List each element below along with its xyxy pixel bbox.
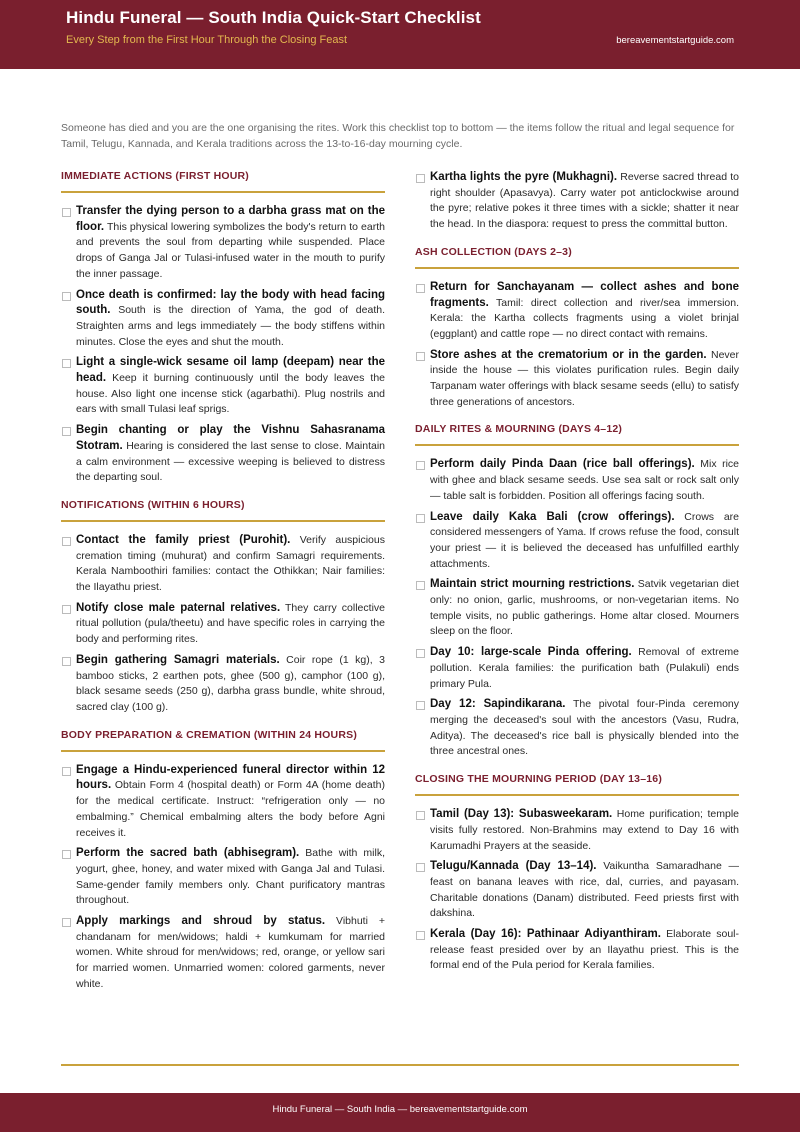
item-lead: Contact the family priest (Purohit). (76, 533, 291, 546)
checklist-item (61, 204, 385, 283)
checkbox[interactable] (62, 208, 71, 217)
item-lead: Return for Sanchayanam — collect ashes and bone fragments. (430, 280, 739, 309)
checklist-item (415, 645, 739, 692)
checklist-section (61, 729, 385, 993)
item-text: South is the direction of Yama, the god of death. Straighten arms and legs immediately — the body stiffens within minutes. Close the eyes and shut the mouth. (76, 304, 385, 348)
item-text: The pivotal four-Pinda ceremony merging the deceased's soul with the ancestors (Vasu, Rudra, Aditya). The deceased's rice ball is physically blended into the three ancestral ones. (430, 698, 739, 758)
checklist-item (61, 914, 385, 993)
checklist-section (415, 170, 739, 233)
item-lead: Maintain strict mourning restrictions. (430, 578, 635, 591)
item-text: Keep it burning continuously until the body leaves the house. Also light one incense stick (agarbathi). Plug nostrils and ears with small Tulasi leaf sprigs. (76, 372, 385, 416)
page-subtitle: Every Step from the First Hour Through the Closing Feast (66, 34, 348, 46)
section-heading: CLOSING THE MOURNING PERIOD (DAY 13–16) (415, 773, 739, 796)
item-text: Reverse sacred thread to right shoulder (Apasavya). Carry water pot anticlockwise around the pyre; relative pokes it three times with a sickle; shatter it near the head. In the diaspora: request to press the committal button. (430, 171, 739, 231)
item-lead: Tamil (Day 13): Subasweekaram. (430, 808, 613, 821)
item-lead: Light a single-wick sesame oil lamp (deepam) near the head. (76, 356, 385, 385)
checkbox[interactable] (62, 605, 71, 614)
item-text: They carry collective ritual pollution (pula/theetu) and have specific roles in carrying the body and performing rites. (76, 601, 385, 646)
item-lead: Day 10: large-scale Pinda offering. (430, 646, 632, 659)
checkbox[interactable] (62, 850, 71, 859)
item-lead: Engage a Hindu-experienced funeral director within 12 hours. (76, 763, 385, 792)
site-link[interactable]: bereavementstartguide.com (616, 35, 734, 46)
item-text: Obtain Form 4 (hospital death) or Form 4A (home death) for the medical certificate. Instruct: “refrigeration only — no embalming.” Chemical embalming alters the body before Agni receives it. (76, 779, 385, 839)
checkbox[interactable] (416, 581, 425, 590)
intro-paragraph: Someone has died and you are the one organising the rites. Work this checklist top to bottom — the items follow the ritual and legal sequence for Tamil, Telugu, Kannada, and Kerala traditions across the 13-to-16-day mourning cycle. (61, 122, 735, 150)
item-lead: Kartha lights the pyre (Mukhagni). (430, 171, 618, 183)
page-header (0, 0, 800, 69)
checkbox[interactable] (416, 701, 425, 710)
checkbox[interactable] (62, 918, 71, 927)
item-text: Satvik vegetarian diet only: no onion, garlic, mushrooms, or non-vegetarian items. No temple visits, no public gatherings. Home altar closed. Mourners sleep on the floor. (430, 578, 739, 638)
page-title: Hindu Funeral — South India Quick-Start Checklist (66, 8, 481, 27)
item-lead: Once death is confirmed: lay the body with head facing south. (76, 288, 385, 317)
checklist-item (61, 601, 385, 648)
item-lead: Leave daily Kaka Bali (crow offerings). (430, 510, 675, 523)
item-text: This physical lowering symbolizes the body's return to earth and prevents the soul from departing while suspended. Place drops of Ganga Jal or Tulasi-infused water in the mouth to purify the inner passage. (76, 220, 385, 280)
section-heading: ASH COLLECTION (DAYS 2–3) (415, 246, 739, 269)
item-text: Never inside the house — this violates purification rules. Begin daily Tarpanam water offerings with black sesame seeds (ellu) to satisfy three generations of ancestors. (430, 348, 739, 408)
checklist-section (415, 773, 739, 974)
checklist-item (415, 348, 739, 411)
item-lead: Perform the sacred bath (abhisegram). (76, 847, 300, 860)
item-text: Hearing is considered the last sense to close. Maintain a calm environment — excessive weeping is believed to distress the departing soul. (76, 439, 386, 484)
left-column (61, 170, 385, 1006)
checklist-section (61, 499, 385, 716)
checklist-item (61, 533, 385, 596)
checklist-item (61, 653, 385, 716)
right-column (415, 170, 739, 987)
item-lead: Perform daily Pinda Daan (rice ball offerings). (430, 458, 695, 471)
section-heading: BODY PREPARATION & CREMATION (WITHIN 24 HOURS) (61, 729, 385, 752)
checklist-item (415, 697, 739, 760)
item-lead: Store ashes at the crematorium or in the garden. (430, 348, 707, 361)
item-text: Coir rope (1 kg), 3 bamboo sticks, 2 earthen pots, ghee (500 g), camphor (100 g), black sesame seeds (250 g), darbha grass bundle, white shroud, sacred clay (100 g). (76, 653, 385, 713)
item-text: Mix rice with ghee and black sesame seeds. Use sea salt or rock salt only — table salt is forbidden. Position all offerings facing south. (430, 458, 739, 502)
item-lead: Day 12: Sapindikarana. (430, 698, 566, 711)
checkbox[interactable] (416, 514, 425, 523)
checklist-item (415, 577, 739, 640)
checkbox[interactable] (416, 811, 425, 820)
item-text: Vaikuntha Samaradhane — feast on banana leaves with rice, dal, curries, and payasam. Charitable donations (Danam) distributed. Feed priests first with dakshina. (430, 860, 739, 920)
page-footer: Hindu Funeral — South India — bereavementstartguide.com (0, 1093, 800, 1132)
checkbox[interactable] (416, 649, 425, 658)
checklist-item (61, 288, 385, 351)
item-lead: Transfer the dying person to a darbha grass mat on the floor. (76, 205, 385, 233)
checklist-item (415, 859, 739, 922)
section-heading: DAILY RITES & MOURNING (DAYS 4–12) (415, 423, 739, 446)
item-text: Elaborate soul-release feast presided over by an Ilayathu priest. This is the formal end of the Pula period for Kerala families. (430, 928, 740, 972)
section-heading: IMMEDIATE ACTIONS (FIRST HOUR) (61, 170, 385, 193)
checklist-item (415, 170, 739, 233)
checklist-item (415, 280, 739, 343)
checkbox[interactable] (416, 863, 425, 872)
item-lead: Kerala (Day 16): Pathinaar Adiyanthiram. (430, 928, 661, 941)
checklist-item (61, 763, 385, 842)
item-lead: Begin gathering Samagri materials. (76, 653, 280, 666)
item-text: Home purification; temple visits fully restored. Non-Brahmins may extend to Day 16 with Karumadhi Prayers at the seaside. (430, 808, 739, 852)
checkbox[interactable] (62, 767, 71, 776)
item-text: Verify auspicious cremation timing (muhurat) and confirm Samagri requirements. Kerala Namboothiri families: contact the Othikkan; Nair families: the Ilayathu priest. (76, 533, 385, 594)
checkbox[interactable] (416, 284, 425, 293)
item-text: Crows are considered messengers of Yama. If crows refuse the food, consult your priest — it is believed the deceased has unfulfilled earthly attachments. (430, 510, 739, 570)
checkbox[interactable] (62, 537, 71, 546)
section-heading: NOTIFICATIONS (WITHIN 6 HOURS) (61, 499, 385, 522)
checklist-item (415, 927, 739, 974)
checklist-section (415, 246, 739, 411)
item-text: Tamil: direct collection and river/sea immersion. Kerala: the Kartha collects fragments using a violet brinjal (eggplant) and cattle rope — no direct contact with remains. (430, 296, 740, 340)
checkbox[interactable] (62, 657, 71, 666)
item-text: Vibhuti + chandanam for men/widows; haldi + kumkumam for married women. White shroud for men/widows; red, orange, or yellow sari for married women. Unmarried women: colored garments, never white. (76, 915, 385, 990)
checkbox[interactable] (416, 352, 425, 361)
checkbox[interactable] (62, 427, 71, 436)
checklist-item (61, 355, 385, 418)
checklist-item (61, 423, 385, 486)
checkbox[interactable] (416, 931, 425, 940)
item-text: Removal of extreme pollution. Kerala families: the purification bath (Pulakuli) ends primary Pula. (430, 646, 740, 690)
checkbox[interactable] (416, 174, 425, 183)
item-lead: Telugu/Kannada (Day 13–14). (430, 860, 597, 873)
checklist-item (61, 846, 385, 909)
checkbox[interactable] (416, 461, 425, 470)
item-lead: Notify close male paternal relatives. (76, 601, 281, 614)
checklist-section (61, 170, 385, 486)
checklist-item (415, 807, 739, 854)
checklist-item (415, 457, 739, 504)
item-lead: Apply markings and shroud by status. (76, 915, 326, 928)
checkbox[interactable] (62, 359, 71, 368)
item-lead: Begin chanting or play the Vishnu Sahasranama Stotram. (76, 424, 385, 452)
item-text: Bathe with milk, yogurt, ghee, honey, and water mixed with Ganga Jal and Tulasi. Same-gender family members only. Chant purificatory mantras throughout. (76, 847, 385, 907)
bottom-divider (61, 1064, 739, 1066)
checklist-section (415, 423, 739, 760)
checklist-item (415, 510, 739, 573)
checkbox[interactable] (62, 292, 71, 301)
